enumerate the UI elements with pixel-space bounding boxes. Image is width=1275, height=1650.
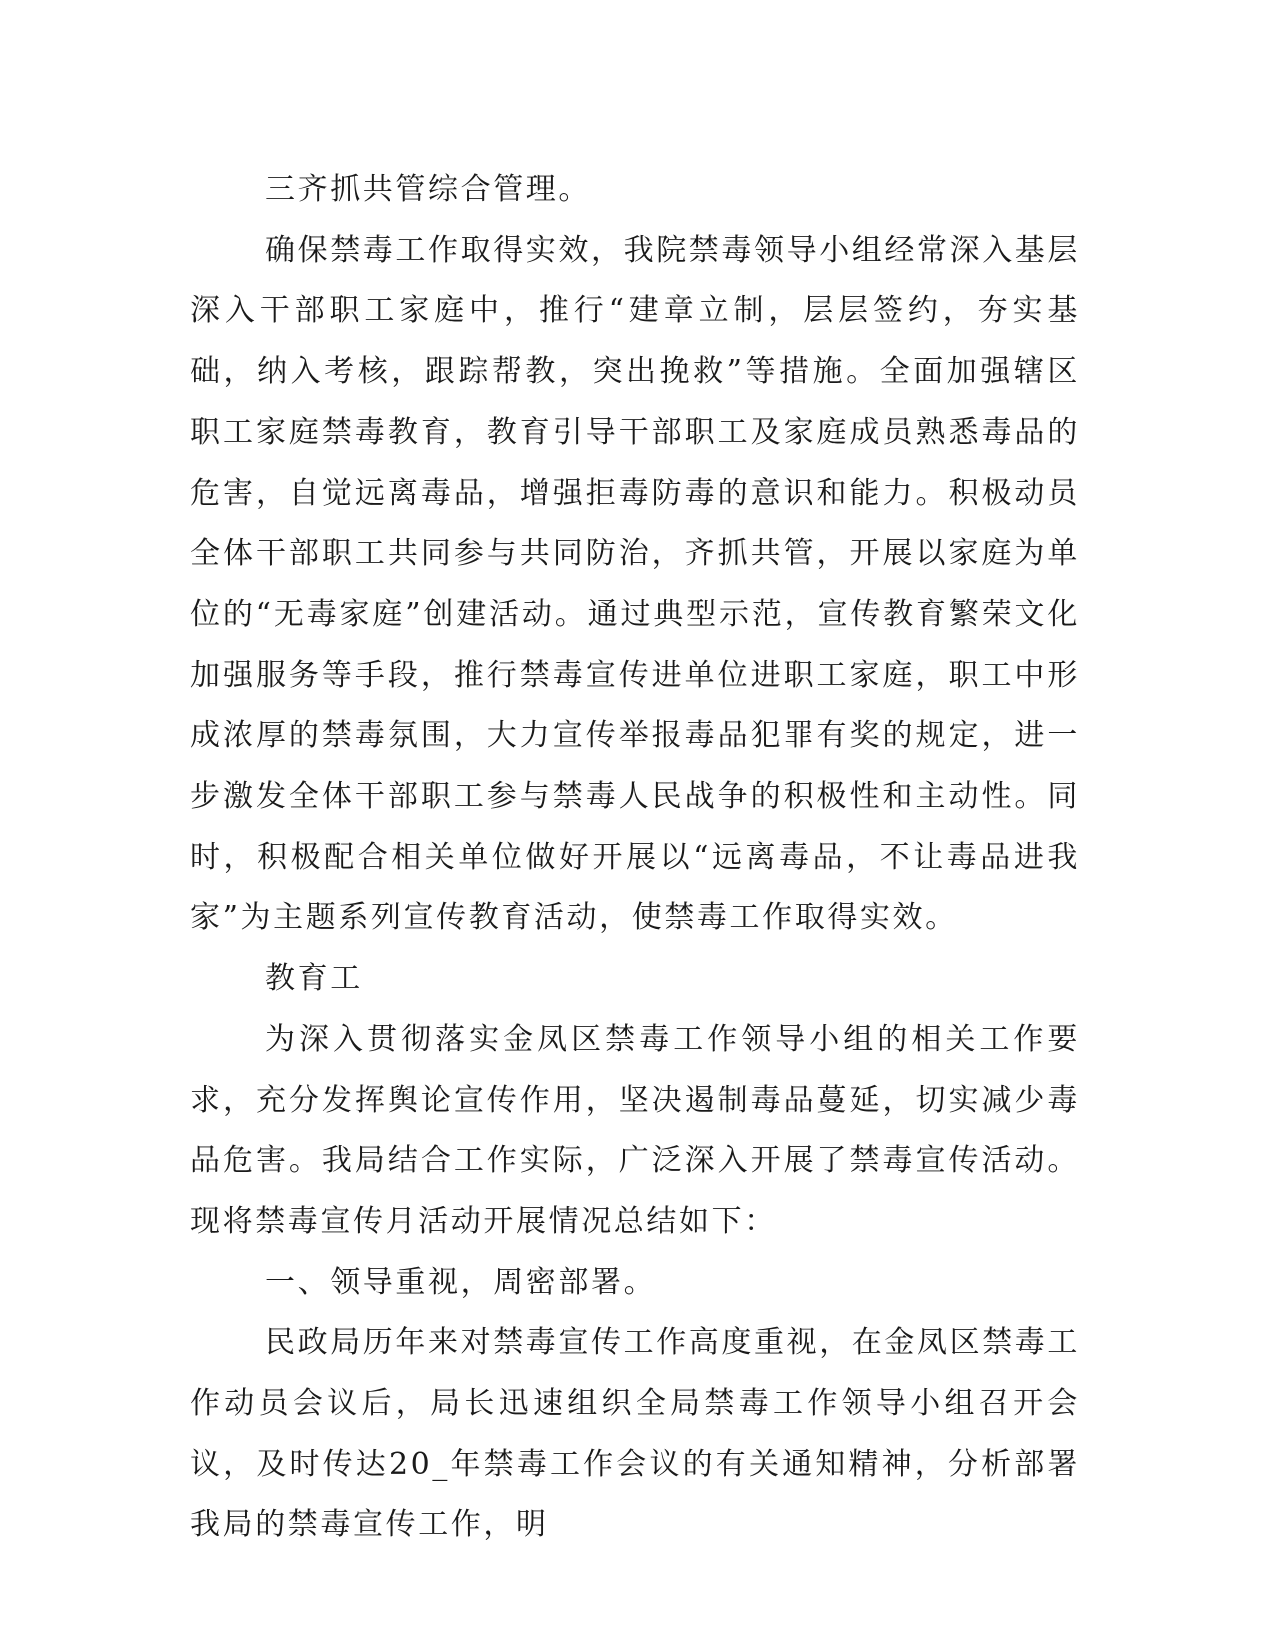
section-heading-education: 教育工: [265, 961, 363, 997]
paragraph-drug-control-effectiveness: 确保禁毒工作取得实效，我院禁毒领导小组经常深入基层深入干部职工家庭中，推行“建章立制，层层签约，夯实基础，纳入考核，跟踪帮教，突出挽救”等措施。全面加强辖区职工家庭禁毒教育，教育引导干部职工及家庭成员熟悉毒品的危害，自觉远离毒品，增强拒毒防毒的意识和能力。积极动员全体干部职工共同参与共同防治，齐抓共管，开展以家庭为单位的“无毒家庭”创建活动。通过典型示范，宣传教育繁荣文化加强服务等手段，推行禁毒宣传进单位进职工家庭，职工中形成浓厚的禁毒氛围，大力宣传举报毒品犯罪有奖的规定，进一步激发全体干部职工参与禁毒人民战争的积极性和主动性。同时，积极配合相关单位做好开展以“远离毒品，不让毒品进我家”为主题系列宣传教育活动，使禁毒工作取得实效。: [190, 232, 1080, 936]
document-body: [190, 160, 1080, 1556]
section-heading-comprehensive-management: 三齐抓共管综合管理。: [265, 172, 591, 207]
paragraph-civil-affairs-bureau: 民政局历年来对禁毒宣传工作高度重视，在金凤区禁毒工作动员会议后，局长迅速组织全局禁毒工作领导小组召开会议，及时传达20_年禁毒工作会议的有关通知精神，分析部署我局的禁毒宣传工作，明: [190, 1325, 1080, 1543]
paragraph-implementation-summary: 为深入贯彻落实金凤区禁毒工作领导小组的相关工作要求，充分发挥舆论宣传作用，坚决遏制毒品蔓延，切实减少毒品危害。我局结合工作实际，广泛深入开展了禁毒宣传活动。现将禁毒宣传月活动开展情况总结如下：: [190, 1021, 1080, 1239]
section-heading-leadership: 一、领导重视，周密部署。: [265, 1264, 657, 1300]
